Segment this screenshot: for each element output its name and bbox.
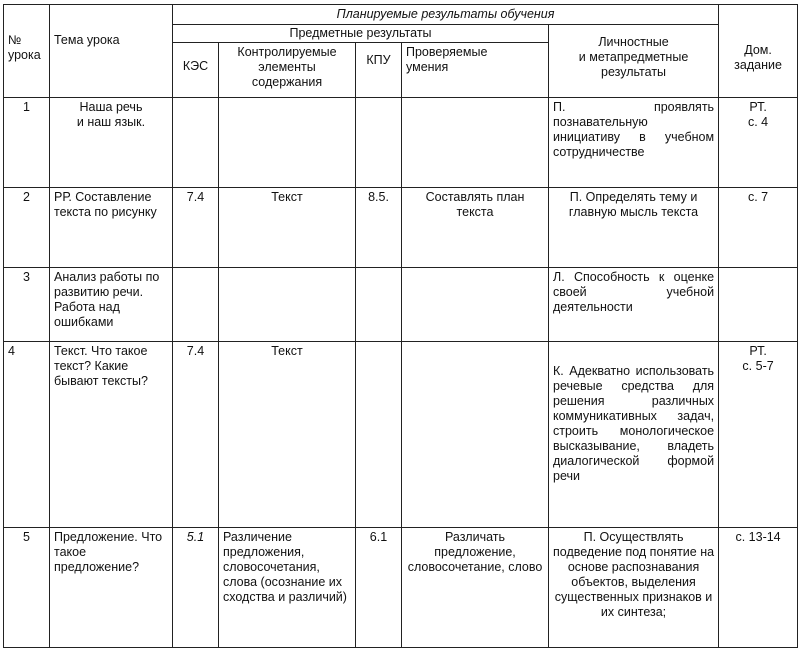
- header-controlled-elements: Контролируемые элементы содержания: [219, 43, 356, 98]
- header-subject-results: Предметные результаты: [173, 25, 549, 43]
- kes-code: 5.1: [173, 528, 219, 648]
- table-row: [4, 342, 798, 528]
- checked-skills: [402, 98, 549, 188]
- lesson-number: 5: [4, 528, 50, 648]
- lesson-number: 1: [4, 98, 50, 188]
- lesson-number: 4: [4, 342, 50, 528]
- controlled-content: [219, 268, 356, 342]
- checked-skills: [402, 342, 549, 528]
- kpu-code: [356, 342, 402, 528]
- kpu-code: [356, 98, 402, 188]
- table-row: [4, 268, 798, 342]
- table-row: [4, 98, 798, 188]
- lesson-topic: Предложение. Что такое предложение?: [50, 528, 173, 648]
- homework: РТ. с. 4: [719, 98, 798, 188]
- header-planned-results: Планируемые результаты обучения: [173, 5, 719, 25]
- kpu-code: 8.5.: [356, 188, 402, 268]
- lesson-plan-table: [3, 4, 798, 648]
- homework: РТ. с. 5-7: [719, 342, 798, 528]
- personal-results: Л. Способность к оценке своей учебной деятельности: [549, 268, 719, 342]
- lesson-topic: Анализ работы по развитию речи. Работа над ошибками: [50, 268, 173, 342]
- lesson-topic: Наша речь и наш язык.: [50, 98, 173, 188]
- checked-skills: Составлять план текста: [402, 188, 549, 268]
- kpu-code: 6.1: [356, 528, 402, 648]
- personal-results: П. Осуществлять подведение под понятие на основе распознавания объектов, выделения существенных признаков и их синтеза;: [549, 528, 719, 648]
- lesson-topic: РР. Составление текста по рисунку: [50, 188, 173, 268]
- controlled-content: Различение предложения, словосочетания, слова (осознание их сходства и различий): [219, 528, 356, 648]
- kes-code: [173, 98, 219, 188]
- header-kes: КЭС: [173, 43, 219, 98]
- personal-results: П. проявлять познавательную инициативу в учебном сотрудничестве: [549, 98, 719, 188]
- lesson-number: 2: [4, 188, 50, 268]
- controlled-content: [219, 98, 356, 188]
- controlled-content: Текст: [219, 342, 356, 528]
- header-personal-results: Личностные и метапредметные результаты: [549, 25, 719, 98]
- homework: с. 7: [719, 188, 798, 268]
- header-lesson-number: № урока: [4, 5, 50, 98]
- table-row: [4, 188, 798, 268]
- kes-code: 7.4: [173, 342, 219, 528]
- kpu-code: [356, 268, 402, 342]
- lesson-topic: Текст. Что такое текст? Какие бывают тексты?: [50, 342, 173, 528]
- homework: [719, 268, 798, 342]
- checked-skills: Различать предложение, словосочетание, слово: [402, 528, 549, 648]
- lesson-number: 3: [4, 268, 50, 342]
- header-lesson-topic: Тема урока: [50, 5, 173, 98]
- personal-results: К. Адекватно использовать речевые средства для решения различных коммуникативных задач, строить монологическое высказывание, владеть диалогической формой речи: [549, 342, 719, 528]
- kes-code: [173, 268, 219, 342]
- table-row: [4, 528, 798, 648]
- kes-code: 7.4: [173, 188, 219, 268]
- header-checked-skills: Проверяемые умения: [402, 43, 549, 98]
- header-homework: Дом. задание: [719, 5, 798, 98]
- header-kpu: КПУ: [356, 43, 402, 98]
- checked-skills: [402, 268, 549, 342]
- controlled-content: Текст: [219, 188, 356, 268]
- personal-results: П. Определять тему и главную мысль текста: [549, 188, 719, 268]
- homework: с. 13-14: [719, 528, 798, 648]
